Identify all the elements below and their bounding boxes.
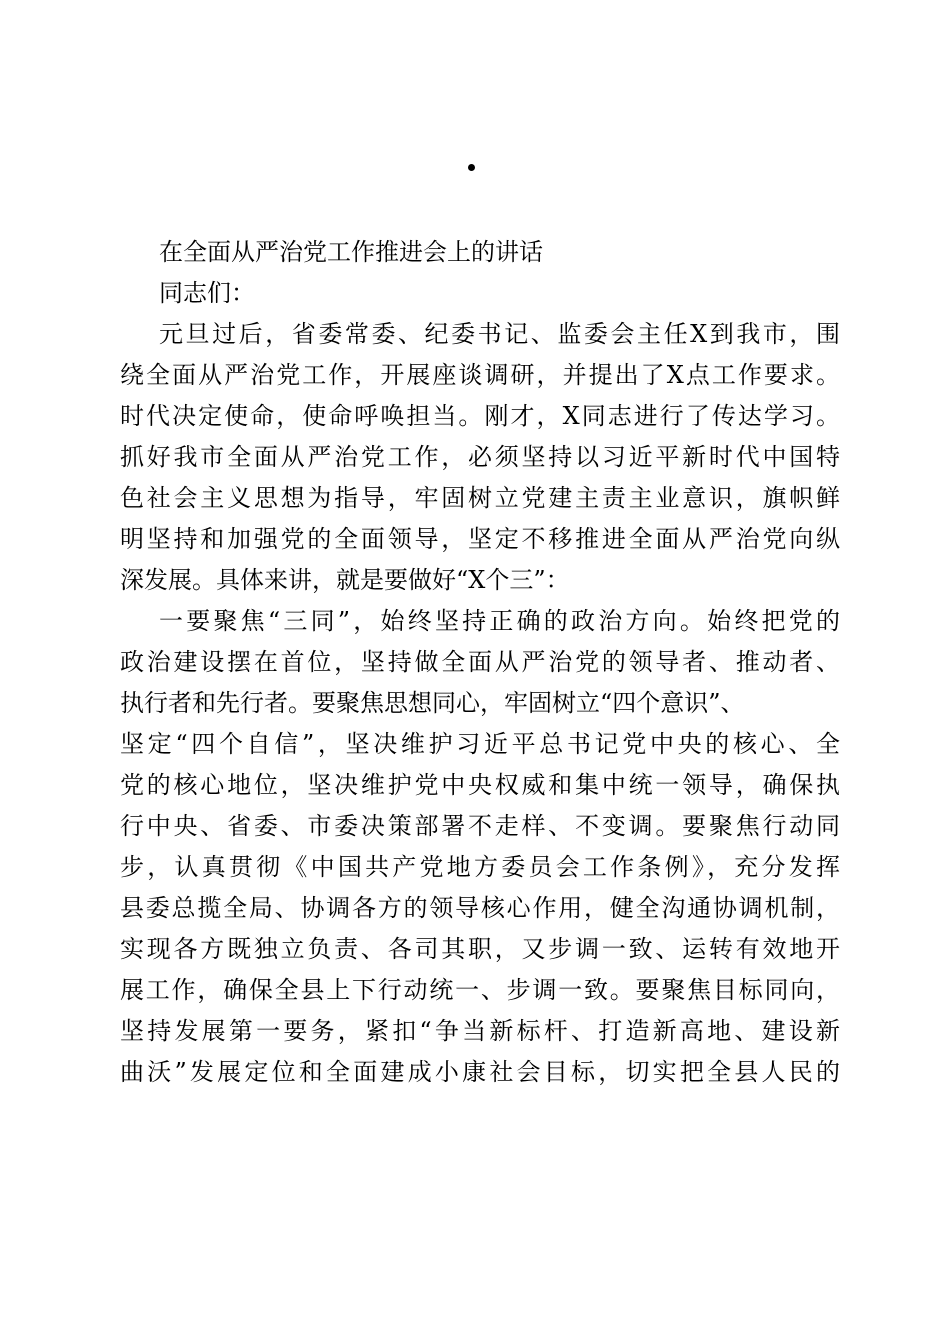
- paragraph-line: 元旦过后，省委常委、纪委书记、监委会主任X到我市，围: [159, 320, 840, 348]
- paragraph-line: 时代决定使命，使命呼唤担当。刚才，X同志进行了传达学习。: [120, 402, 840, 430]
- paragraph-line: 坚持发展第一要务，紧扣“争当新标杆、打造新高地、建设新: [120, 1017, 840, 1045]
- salutation: 同志们：: [159, 279, 255, 307]
- paragraph-line: 行中央、省委、市委决策部署不走样、不变调。要聚焦行动同: [120, 812, 840, 840]
- paragraph-line: 一要聚焦“三同”，始终坚持正确的政治方向。始终把党的: [159, 607, 840, 635]
- paragraph-line: 县委总揽全局、协调各方的领导核心作用，健全沟通协调机制，: [120, 894, 840, 922]
- paragraph-line: 深发展。具体来讲，就是要做好“X个三”：: [120, 566, 570, 594]
- document-body: [120, 232, 840, 1093]
- paragraph-line: 党的核心地位，坚决维护党中央权威和集中统一领导，确保执: [120, 771, 840, 799]
- paragraph-line: 明坚持和加强党的全面领导，坚定不移推进全面从严治党向纵: [120, 525, 840, 553]
- paragraph-line: 政治建设摆在首位，坚持做全面从严治党的领导者、推动者、: [120, 648, 840, 676]
- paragraph-line: 展工作，确保全县上下行动统一、步调一致。要聚焦目标同向，: [120, 976, 840, 1004]
- paragraph-1: [120, 314, 840, 601]
- paragraph-line: 实现各方既独立负责、各司其职，又步调一致、运转有效地开: [120, 935, 840, 963]
- document-title: 在全面从严治党工作推进会上的讲话: [159, 238, 543, 266]
- paragraph-line: 步，认真贯彻《中国共产党地方委员会工作条例》，充分发挥: [120, 853, 840, 881]
- paragraph-line: 抓好我市全面从严治党工作，必须坚持以习近平新时代中国特: [120, 443, 840, 471]
- paragraph-line: 色社会主义思想为指导，牢固树立党建主责主业意识，旗帜鲜: [120, 484, 840, 512]
- paragraph-line: 坚定“四个自信”，坚决维护习近平总书记党中央的核心、全: [120, 730, 840, 758]
- paragraph-2: [120, 601, 840, 1093]
- paragraph-line: 绕全面从严治党工作，开展座谈调研，并提出了X点工作要求。: [120, 361, 840, 389]
- paragraph-line: 曲沃”发展定位和全面建成小康社会目标，切实把全县人民的: [120, 1058, 840, 1086]
- paragraph-line: 执行者和先行者。要聚焦思想同心，牢固树立“四个意识”、: [120, 689, 745, 717]
- header-dot-mark: [468, 164, 475, 171]
